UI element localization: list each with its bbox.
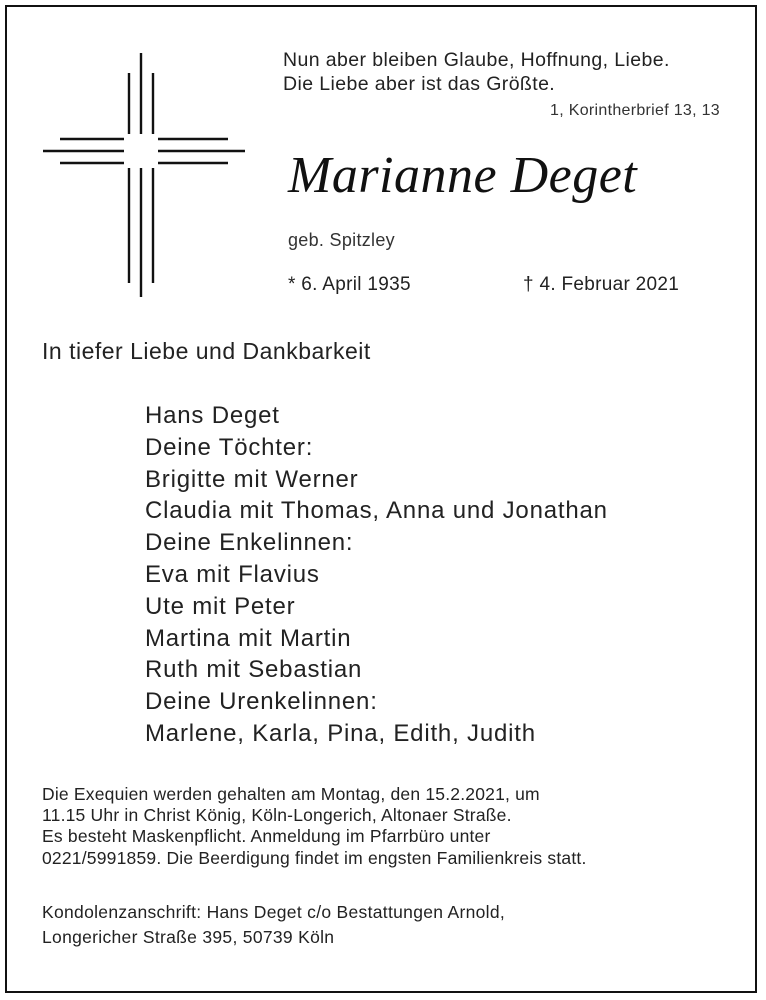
mourner-line: Deine Urenkelinnen:	[145, 688, 378, 716]
condolence-address	[42, 900, 505, 950]
mourner-line: Deine Töchter:	[145, 433, 314, 461]
condolence-line: Kondolenzanschrift: Hans Deget c/o Bestattungen Arnold,	[42, 902, 506, 922]
mourner-line: Brigitte mit Werner	[145, 465, 359, 493]
funeral-info	[42, 784, 742, 869]
mourner-line: Deine Enkelinnen:	[145, 529, 354, 557]
deceased-name: Marianne Deget	[288, 147, 638, 204]
mourner-line: Marlene, Karla, Pina, Edith, Judith	[145, 719, 536, 747]
mourner-line: Eva mit Flavius	[145, 560, 320, 588]
funeral-line: Es besteht Maskenpflicht. Anmeldung im Pfarrbüro unter	[42, 826, 491, 847]
funeral-line: Die Exequien werden gehalten am Montag, den 15.2.2021, um	[42, 784, 540, 804]
birth-date: * 6. April 1935	[288, 274, 411, 295]
bible-quote	[283, 48, 670, 96]
cross-icon	[40, 45, 250, 305]
maiden-name: geb. Spitzley	[288, 230, 395, 250]
mourner-line: Ruth mit Sebastian	[145, 656, 363, 684]
quote-reference: 1, Korintherbrief 13, 13	[550, 102, 720, 119]
mourner-line: Martina mit Martin	[145, 624, 352, 652]
mourner-line: Ute mit Peter	[145, 592, 296, 620]
condolence-line: Longericher Straße 395, 50739 Köln	[42, 927, 335, 947]
quote-line-2: Die Liebe aber ist das Größte.	[283, 73, 556, 95]
mourners-list	[145, 400, 608, 750]
death-date: † 4. Februar 2021	[523, 274, 680, 295]
funeral-line: 11.15 Uhr in Christ König, Köln-Longerich, Altonaer Straße.	[42, 805, 512, 826]
quote-line-1: Nun aber bleiben Glaube, Hoffnung, Liebe.	[283, 49, 670, 71]
funeral-line: 0221/5991859. Die Beerdigung findet im engsten Familienkreis statt.	[42, 847, 587, 868]
mourner-line: Claudia mit Thomas, Anna und Jonathan	[145, 497, 608, 525]
intro-text: In tiefer Liebe und Dankbarkeit	[42, 338, 371, 364]
mourner-line: Hans Deget	[145, 402, 280, 429]
